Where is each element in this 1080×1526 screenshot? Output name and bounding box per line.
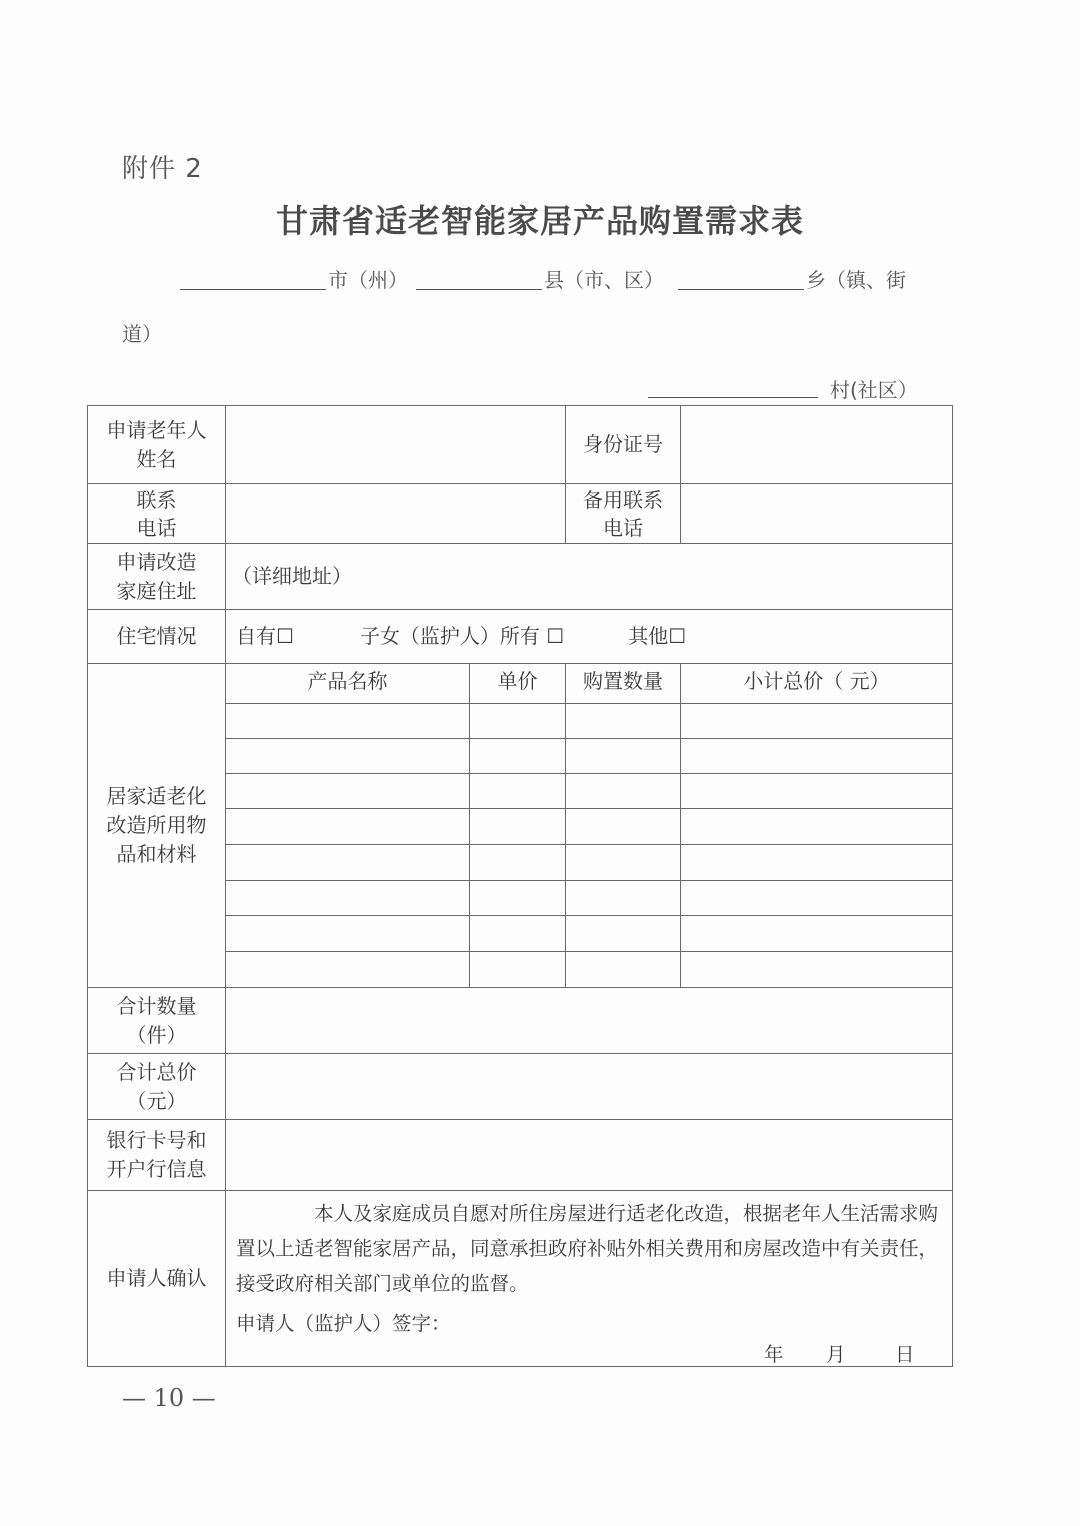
phone-label-line2: 电话 <box>136 515 177 540</box>
quantity-cell[interactable] <box>566 704 680 738</box>
total-quantity-label <box>88 988 225 1053</box>
quantity-cell[interactable] <box>566 774 680 808</box>
subtotal-cell[interactable] <box>681 704 952 738</box>
total-quantity-field[interactable] <box>226 988 952 1053</box>
county-label: 县（市、区） <box>544 268 664 292</box>
materials-label-line2: 改造所用物 <box>106 813 207 837</box>
backup-phone-label <box>566 484 680 543</box>
product-name-cell[interactable] <box>226 774 469 808</box>
column-header-quantity: 购置数量 <box>583 669 663 693</box>
subtotal-cell[interactable] <box>681 881 952 915</box>
total-price-field[interactable] <box>226 1054 952 1119</box>
product-name-cell[interactable] <box>226 952 469 987</box>
product-name-cell[interactable] <box>226 704 469 738</box>
date-year: 年 <box>764 1343 784 1366</box>
page-title: 甘肃省适老智能家居产品购置需求表 <box>275 202 804 240</box>
applicant-name-label-line2: 姓名 <box>136 446 177 471</box>
quantity-cell[interactable] <box>566 809 680 844</box>
product-name-cell[interactable] <box>226 845 469 880</box>
subtotal-cell[interactable] <box>681 774 952 808</box>
quantity-cell[interactable] <box>566 881 680 915</box>
address-label-line2: 家庭住址 <box>116 578 197 603</box>
address-field[interactable] <box>232 544 952 609</box>
unit-price-cell[interactable] <box>470 845 565 880</box>
applicant-name-label-line1: 申请老年人 <box>106 417 207 442</box>
bank-info-label-line2: 开户行信息 <box>106 1157 207 1181</box>
materials-label-line1: 居家适老化 <box>106 784 207 808</box>
total-quantity-label-line2: （件） <box>126 1022 187 1047</box>
unit-price-cell[interactable] <box>470 916 565 951</box>
village-blank[interactable] <box>648 397 818 398</box>
total-price-label-line2: （元） <box>126 1088 187 1113</box>
product-name-cell[interactable] <box>226 916 469 951</box>
unit-price-cell[interactable] <box>470 739 565 773</box>
phone-field[interactable] <box>226 484 565 543</box>
township-label: 乡（镇、街 <box>806 268 906 292</box>
backup-phone-field[interactable] <box>681 484 952 543</box>
city-label: 市（州） <box>328 268 408 292</box>
housing-option-children[interactable]: 子女（监护人）所有 ☐ <box>359 624 565 648</box>
quantity-cell[interactable] <box>566 916 680 951</box>
housing-label: 住宅情况 <box>116 624 197 648</box>
column-header-unit-price: 单价 <box>497 669 538 693</box>
subtotal-cell[interactable] <box>681 809 952 844</box>
subtotal-cell[interactable] <box>681 952 952 987</box>
applicant-name-label <box>88 406 225 483</box>
page-number: — 10 — <box>122 1384 216 1412</box>
column-header-product-name: 产品名称 <box>307 669 388 693</box>
quantity-cell[interactable] <box>566 952 680 987</box>
table-border <box>952 405 953 1366</box>
address-label-line1: 申请改造 <box>116 549 197 574</box>
quantity-cell[interactable] <box>566 739 680 773</box>
unit-price-cell[interactable] <box>470 952 565 987</box>
attachment-label: 附件 2 <box>122 154 203 184</box>
product-name-cell[interactable] <box>226 881 469 915</box>
subtotal-cell[interactable] <box>681 845 952 880</box>
unit-price-cell[interactable] <box>470 774 565 808</box>
total-quantity-label-line1: 合计数量 <box>116 993 197 1018</box>
id-number-field[interactable] <box>681 406 952 483</box>
quantity-cell[interactable] <box>566 845 680 880</box>
subtotal-cell[interactable] <box>681 916 952 951</box>
product-name-cell[interactable] <box>226 809 469 844</box>
date-month: 月 <box>826 1343 846 1366</box>
materials-label-line3: 品和材料 <box>116 842 197 866</box>
housing-option-own[interactable]: 自有☐ <box>236 624 294 648</box>
unit-price-cell[interactable] <box>470 809 565 844</box>
confirm-label: 申请人确认 <box>106 1266 207 1290</box>
township-blank[interactable] <box>678 289 804 290</box>
total-price-label-line1: 合计总价 <box>116 1059 197 1084</box>
housing-options <box>236 610 952 663</box>
village-label: 村(社区） <box>830 378 918 402</box>
housing-option-other[interactable]: 其他☐ <box>628 624 687 648</box>
date-day: 日 <box>895 1343 915 1366</box>
total-price-label <box>88 1054 225 1119</box>
confirm-statement <box>236 1196 946 1301</box>
table-border <box>87 1366 953 1367</box>
column-header-subtotal: 小计总价（ 元） <box>743 669 890 693</box>
county-blank[interactable] <box>416 289 542 290</box>
city-blank[interactable] <box>180 289 326 290</box>
phone-label <box>88 484 225 543</box>
signature-label: 申请人（监护人）签字： <box>236 1312 451 1335</box>
backup-phone-label-line1: 备用联系 <box>583 487 663 512</box>
product-name-cell[interactable] <box>226 739 469 773</box>
applicant-name-field[interactable] <box>226 406 565 483</box>
id-number-label: 身份证号 <box>583 432 663 456</box>
bank-info-field[interactable] <box>226 1120 952 1190</box>
backup-phone-label-line2: 电话 <box>603 515 643 540</box>
address-label <box>88 544 225 609</box>
subtotal-cell[interactable] <box>681 739 952 773</box>
bank-info-label-line1: 银行卡号和 <box>106 1128 207 1152</box>
address-hint: （详细地址） <box>232 564 352 588</box>
signature-field[interactable] <box>450 1300 930 1334</box>
bank-info-label <box>88 1120 225 1190</box>
phone-label-line1: 联系 <box>136 487 177 512</box>
confirm-text: 本人及家庭成员自愿对所住房屋进行适老化改造，根据老年人生活需求购置以上适老智能家居产品，同意承担政府补贴外相关费用和房屋改造中有关责任，接受政府相关部门或单位的监督。 <box>236 1202 939 1295</box>
unit-price-cell[interactable] <box>470 704 565 738</box>
materials-label <box>88 664 225 987</box>
township-label-cont: 道） <box>122 322 162 346</box>
unit-price-cell[interactable] <box>470 881 565 915</box>
